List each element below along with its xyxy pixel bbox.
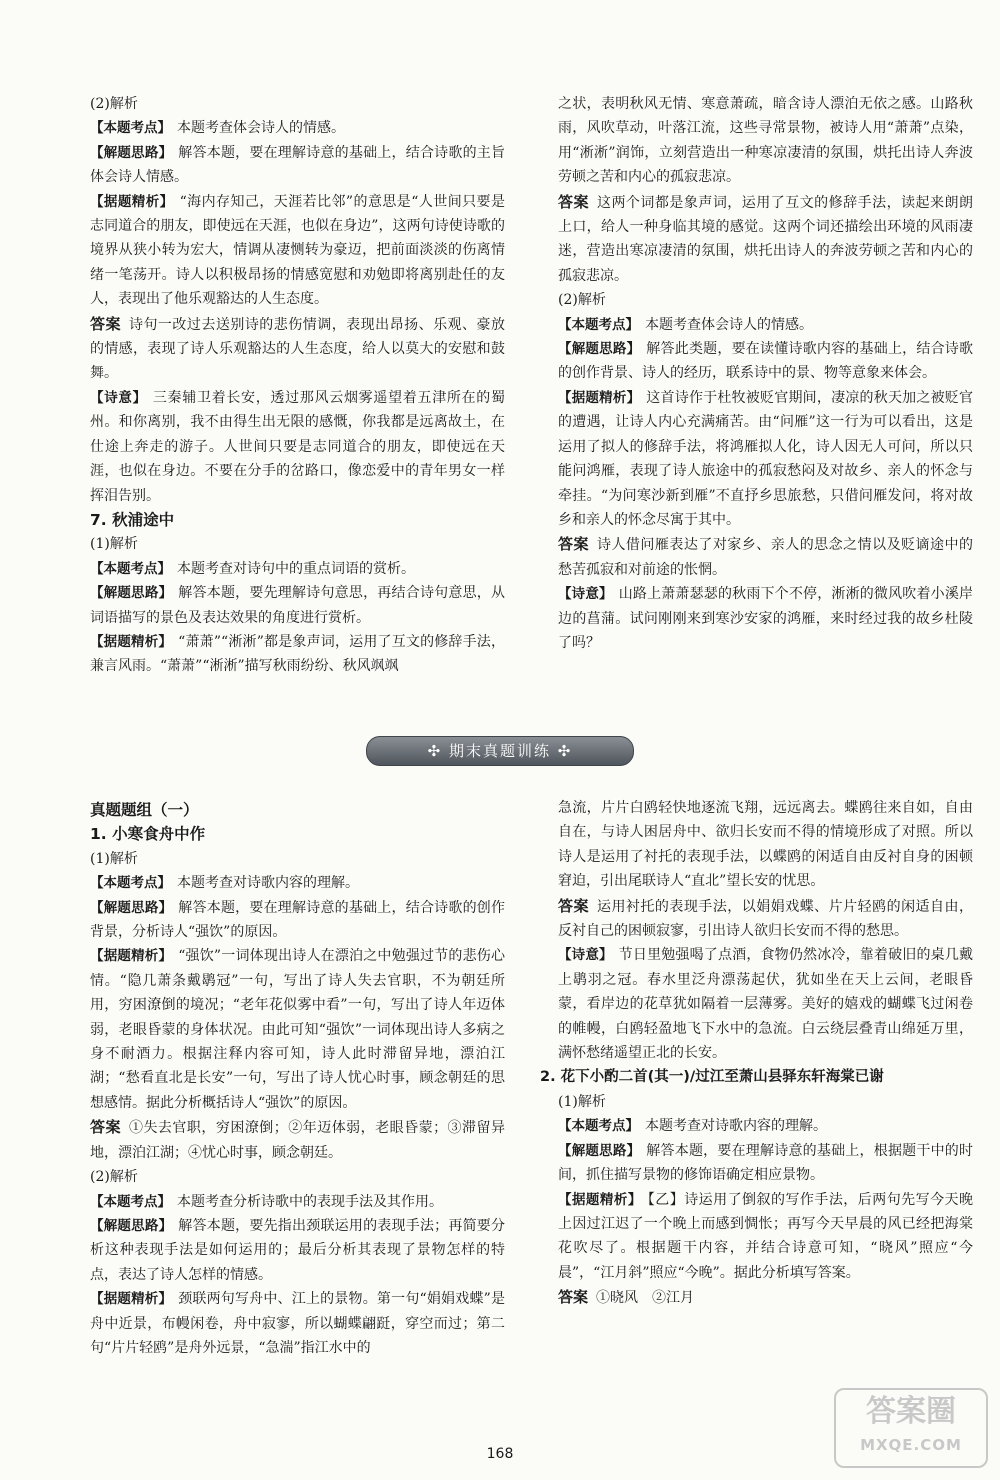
section-banner: ✣ 期末真题训练 ✣ [366, 736, 634, 766]
question-heading: 2. 花下小酌二首(其一)/过江至萧山县驿东轩海棠已谢 [540, 1069, 884, 1086]
watermark-url: MXQE.COM [860, 1436, 962, 1454]
paragraph: 【本题考点】 本题考查体会诗人的情感。 [558, 316, 813, 333]
answer: 答案 运用衬托的表现手法，以娟娟戏蝶、片片轻鸥的闲适自由，反衬自己的困顿寂寥，引出诗人欲归长安而不得的愁思。 [558, 896, 973, 940]
paragraph: 之状，表明秋风无情、寒意萧疏，暗含诗人漂泊无依之感。山路秋雨，风吹草动，叶落江流，这些寻常景物，被诗人用“萧萧”点染，用“淅淅”润饰，立刻营造出一种寒凉凄清的氛围，烘托出诗人奔波劳顿之苦和内心的孤寂悲凉。 [558, 96, 973, 186]
paragraph: 【本题考点】 本题考查对诗歌内容的理解。 [90, 875, 359, 892]
question-heading: 1. 小寒食舟中作 [90, 825, 206, 844]
paragraph: 【解题思路】 解答本题，要先理解诗句意思，再结合诗句意思，从词语描写的景色及表达效果的角度进行赏析。 [90, 585, 506, 626]
left-top-column [90, 92, 505, 679]
paragraph: 【本题考点】 本题考查体会诗人的情感。 [90, 120, 345, 137]
paragraph: 【解题思路】 解答本题，要先指出颈联运用的表现手法；再简要分析这种表现手法是如何运用的；最后分析其表现了景物怎样的特点，表达了诗人怎样的情感。 [90, 1217, 506, 1283]
watermark-logo [834, 1388, 988, 1468]
right-bottom-column [540, 796, 974, 1311]
subheading: (2)解析 [558, 292, 606, 309]
paragraph: 【据题精析】 “萧萧”“淅淅”都是象声词，运用了互文的修辞手法，兼言风雨。“萧萧”“淅淅”描写秋雨纷纷、秋风飒飒 [90, 633, 505, 675]
subheading: (1)解析 [90, 536, 138, 553]
paragraph: 【据题精析】 颈联两句写舟中、江上的景物。第一句“娟娟戏蝶”是舟中近景，布幔闲卷，舟中寂寥，所以蝴蝶翩跹，穿空而过；第二句“片片轻鸥”是舟外远景，“急湍”指江水中的 [90, 1291, 505, 1356]
right-top-column [558, 92, 973, 655]
answer: 答案 诗句一改过去送别诗的悲伤情调，表现出昂扬、乐观、豪放的情感，表现了诗人乐观豁达的人生态度，给人以莫大的安慰和鼓舞。 [90, 314, 505, 382]
paragraph: 【据题精析】 “强饮”一词体现出诗人在漂泊之中勉强过节的悲伤心情。“隐几萧条戴鹖冠”一句，写出了诗人失去官职，不为朝廷所用，穷困潦倒的境况；“老年花似雾中看”一句，写出了诗人年迈体弱，老眼昏蒙的身体状况。由此可知“强饮”一词体现出诗人多病之身不耐酒力。根据注释内容可知，诗人此时滞留异地，漂泊江湖；“愁看直北是长安”一句，写出了诗人忧心时事，顾念朝廷的思想感情。据此分析概括诗人“强饮”的原因。 [90, 948, 505, 1111]
watermark-title: 答案圈 [866, 1394, 956, 1429]
paragraph: 【解题思路】 解答本题，要在理解诗意的基础上，结合诗歌的创作背景，分析诗人“强饮”的原因。 [90, 899, 506, 941]
paragraph: 【本题考点】 本题考查对诗句中的重点词语的赏析。 [90, 560, 415, 577]
group-title: 真题题组（一） [90, 801, 199, 819]
page-number: 168 [486, 1446, 514, 1462]
subheading: (2)解析 [90, 96, 138, 112]
poem-meaning: 【诗意】 山路上萧萧瑟瑟的秋雨下个不停，淅淅的微风吹着小溪岸边的菖蒲。试问刚刚来到寒沙安家的鸿雁，来时经过我的故乡杜陵了吗？ [558, 586, 974, 651]
paragraph: 急流，片片白鸥轻快地逐流飞翔，远远离去。蝶鸥往来自如，自由自在，与诗人困居舟中、欲归长安而不得的情境形成了对照。所以诗人是运用了衬托的表现手法，以蝶鸥的闲适自由反衬自身的困顿窘迫，引出尾联诗人“直北”望长安的忧思。 [558, 800, 973, 890]
answer: 答案 ①晓风 ②江月 [558, 1288, 695, 1307]
answer: 答案 ①失去官职，穷困潦倒；②年迈体弱，老眼昏蒙；③滞留异地，漂泊江湖；④忧心时事，顾念朝廷。 [90, 1118, 505, 1161]
paragraph: 【本题考点】 本题考查分析诗歌中的表现手法及其作用。 [90, 1193, 443, 1210]
paragraph: 【据题精析】 这首诗作于杜牧被贬官期间，凄凉的秋天加之被贬官的遭遇，让诗人内心充满痛苦。由“问雁”这一行为可以看出，这是运用了拟人的修辞手法，将鸿雁拟人化，诗人因无人可问，所以只能问鸿雁，表现了诗人旅途中的孤寂愁闷及对故乡、亲人的怀念与牵挂。“为问寒沙新到雁”不直抒乡思旅愁，只借问雁发问，将对故乡和亲人的怀念尽寓于其中。 [558, 389, 974, 528]
paragraph: 【本题考点】 本题考查对诗歌内容的理解。 [558, 1118, 827, 1135]
paragraph: 【据题精析】 “海内存知己，天涯若比邻”的意思是“人世间只要是志同道合的朋友，即使远在天涯，也似在身边”，这两句诗使诗歌的境界从狭小转为宏大，情调从凄恻转为豪迈，把前面淡淡的伤离情绪一笔荡开。诗人以积极昂扬的情感宽慰和劝勉即将离别赴任的友人，表现出了他乐观豁达的人生态度。 [90, 193, 505, 308]
poem-meaning: 【诗意】 三秦辅卫着长安，透过那风云烟雾遥望着五津所在的蜀州。和你离别，我不由得生出无限的感慨，你我都是远离故土，在仕途上奔走的游子。人世间只要是志同道合的朋友，即使远在天涯，也似在身边。不要在分手的岔路口，像恋爱中的青年男女一样挥泪告别。 [90, 389, 506, 504]
left-bottom-column [90, 798, 505, 1360]
paragraph: 【据题精析】 【乙】诗运用了倒叙的写作手法，后两句先写今天晚上因过江迟了一个晚上而感到惆怅；再写今天早晨的风已经把海棠花吹尽了。根据题干内容，并结合诗意可知，“晓风”照应“今晨”，“江月斜”照应“今晚”。据此分析填写答案。 [558, 1191, 974, 1281]
answer: 答案 这两个词都是象声词，运用了互文的修辞手法，读起来朗朗上口，给人一种身临其境的感觉。这两个词还描绘出环境的风雨凄迷，营造出寒凉凄清的氛围，烘托出诗人的奔波劳顿之苦和内心的孤寂悲凉。 [558, 192, 973, 284]
subheading: (1)解析 [90, 850, 138, 867]
paragraph: 【解题思路】 解答本题，要在理解诗意的基础上，根据题干中的时间，抓住描写景物的修饰语确定相应景物。 [558, 1142, 974, 1184]
subheading: (1)解析 [558, 1093, 606, 1110]
answer: 答案 诗人借问雁表达了对家乡、亲人的思念之情以及贬谪途中的愁苦孤寂和对前途的怅惘。 [558, 535, 973, 578]
paragraph: 【解题思路】 解答此类题，要在读懂诗歌内容的基础上，结合诗歌的创作背景、诗人的经历，联系诗中的景、物等意象来体会。 [558, 341, 974, 382]
poem-meaning: 【诗意】 节日里勉强喝了点酒，食物仍然冰冷，靠着破旧的桌几戴上鹖羽之冠。春水里泛舟漂荡起伏，犹如坐在天上云间，老眼昏蒙，看岸边的花草犹如隔着一层薄雾。美好的嬉戏的蝴蝶飞过闲卷的帷幔，白鸥轻盈地飞下水中的急流。白云绕层叠青山绵延万里，满怀愁绪遥望正北的长安。 [558, 947, 974, 1062]
question-heading: 7. 秋浦途中 [90, 510, 175, 529]
subheading: (2)解析 [90, 1169, 138, 1186]
paragraph: 【解题思路】 解答本题，要在理解诗意的基础上，结合诗歌的主旨体会诗人情感。 [90, 144, 506, 186]
